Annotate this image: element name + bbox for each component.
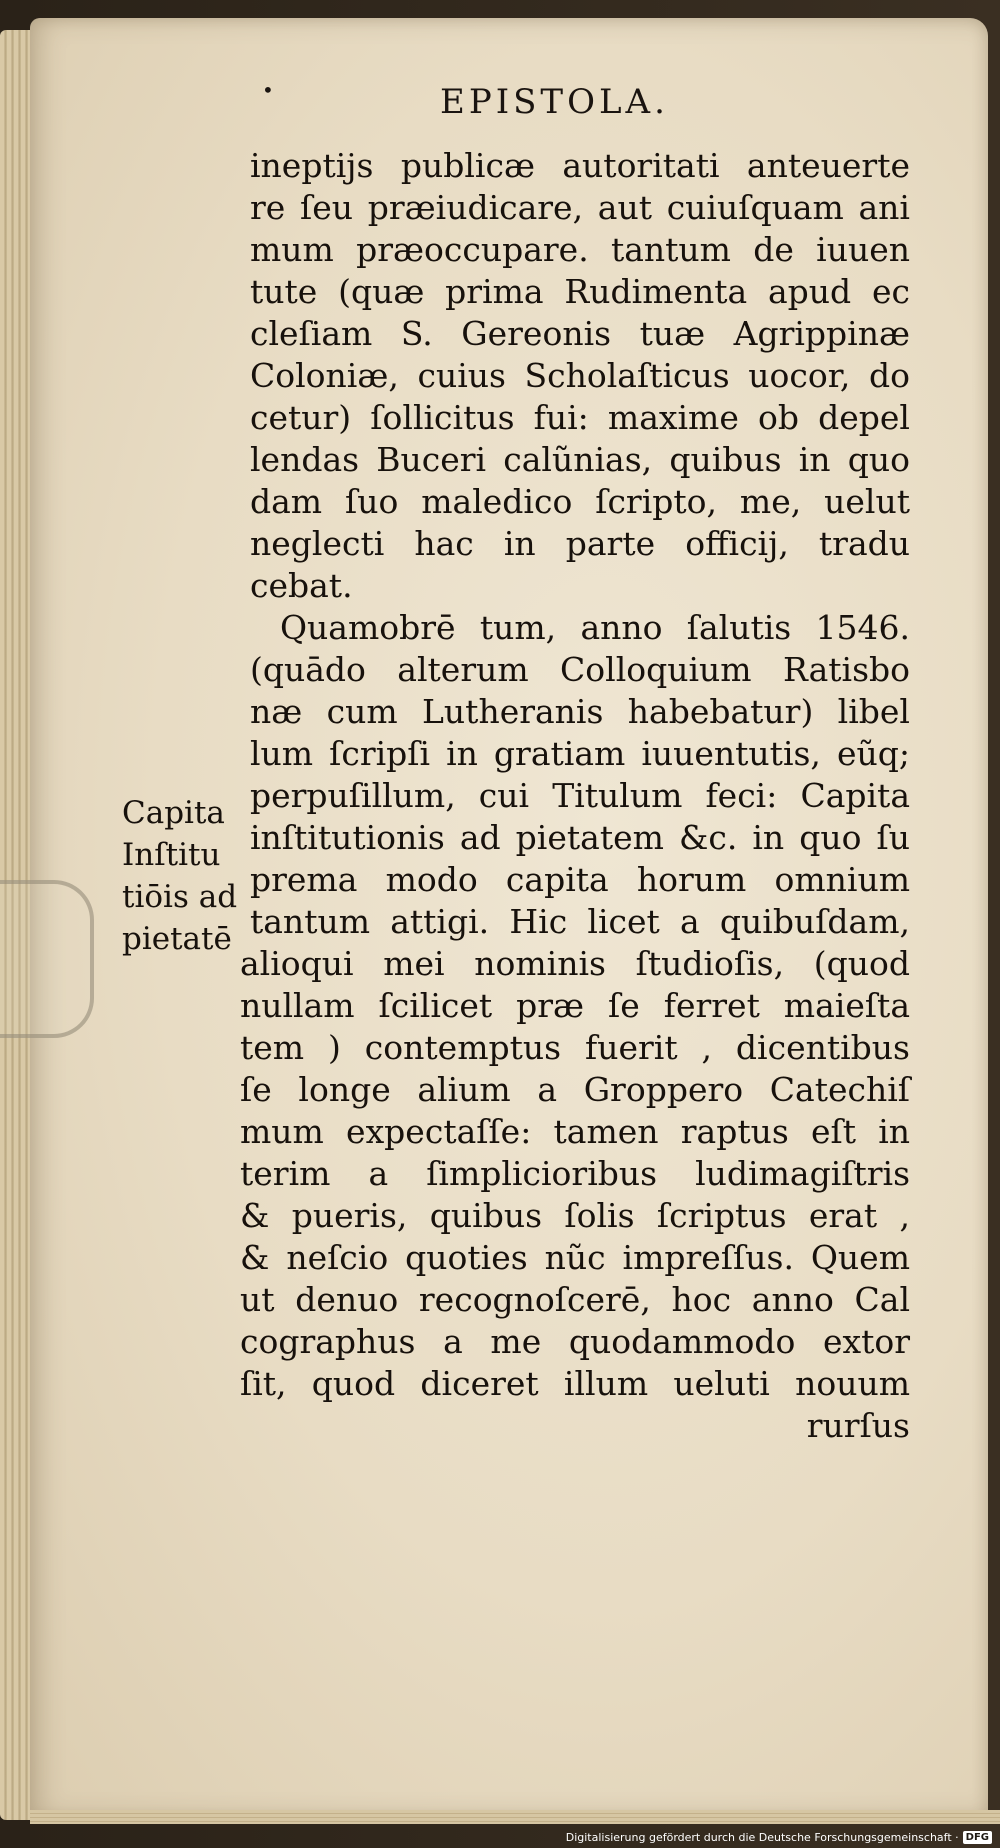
- text-line: mum præoccupare. tantum de iuuen: [250, 230, 910, 269]
- text-line: neglecti hac in parte officij, tradu: [250, 524, 910, 563]
- text-line: tem ) contemptus fuerit , dicentibus: [240, 1028, 910, 1067]
- text-line: alioqui mei nominis ſtudioſis, (quod: [240, 944, 910, 983]
- text-line: lendas Buceri calũnias, quibus in quo: [250, 440, 910, 479]
- text-line: cetur) ſollicitus fui: maxime ob depel: [250, 398, 910, 437]
- text-line: & neſcio quoties nũc impreſſus. Quem: [240, 1238, 910, 1277]
- text-line: Coloniæ, cuius Scholaſticus uocor, do: [250, 356, 910, 395]
- margin-note-line: Inſtitu: [122, 837, 221, 873]
- margin-note-line: Capita: [122, 795, 225, 831]
- text-line: næ cum Lutheranis habebatur) libel: [250, 692, 910, 731]
- text-line: cographus a me quodammodo extor: [240, 1322, 910, 1361]
- text-line: prema modo capita horum omnium: [250, 860, 910, 899]
- text-line: terim a ſimplicioribus ludimagiſtris: [240, 1154, 910, 1193]
- text-line: dam ſuo maledico ſcripto, me, uelut: [250, 482, 910, 521]
- text-line: tute (quæ prima Rudimenta apud ec: [250, 272, 910, 311]
- text-line: ſit, quod diceret illum ueluti nouum: [240, 1364, 910, 1403]
- text-line: Quamobrē tum, anno ſalutis 1546.: [280, 608, 910, 647]
- text-line: mum expectaſſe: tamen raptus eſt in: [240, 1112, 910, 1151]
- footer-text: Digitalisierung gefördert durch die Deutsche Forschungsgemeinschaft ·: [565, 1831, 959, 1844]
- text-line: ineptijs publicæ autoritati anteuerte: [250, 146, 910, 185]
- margin-note-line: tiōis ad: [122, 879, 238, 915]
- text-line: ſe longe alium a Groppero Catechiſ: [240, 1070, 910, 1109]
- margin-note-line: pietatē: [122, 921, 232, 957]
- text-line: inſtitutionis ad pietatem &c. in quo ſu: [250, 818, 910, 857]
- catchword: rurſus: [806, 1406, 910, 1445]
- page-mark: •: [262, 78, 274, 102]
- text-line: & pueris, quibus ſolis ſcriptus erat ,: [240, 1196, 910, 1235]
- digitization-footer: [566, 1831, 992, 1844]
- running-header: EPISTOLA.: [440, 82, 669, 122]
- text-line: cleſiam S. Gereonis tuæ Agrippinæ: [250, 314, 910, 353]
- dfg-logo: DFG: [963, 1831, 992, 1844]
- text-line: re ſeu præiudicare, aut cuiuſquam ani: [250, 188, 910, 227]
- text-line: ut denuo recognoſcerē, hoc anno Cal: [240, 1280, 910, 1319]
- text-line: nullam ſcilicet præ ſe ferret maieſta: [240, 986, 910, 1025]
- page-clip: [0, 880, 94, 1038]
- text-line: tantum attigi. Hic licet a quibuſdam,: [250, 902, 910, 941]
- text-line: perpuſillum, cui Titulum feci: Capita: [250, 776, 910, 815]
- text-line: cebat.: [250, 566, 353, 605]
- text-line: lum ſcripſi in gratiam iuuentutis, eũq;: [250, 734, 910, 773]
- page-edges-bottom: [30, 1810, 1000, 1824]
- text-line: (quādo alterum Colloquium Ratisbo: [250, 650, 910, 689]
